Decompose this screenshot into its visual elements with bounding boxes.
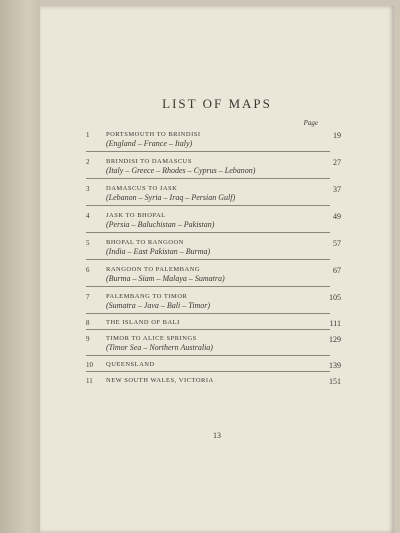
entry-page: 139	[329, 361, 341, 370]
entry-page: 49	[333, 212, 341, 221]
entry-route: TIMOR TO ALICE SPRINGS	[106, 335, 197, 342]
entry-page: 151	[329, 377, 341, 386]
entry-page: 37	[333, 185, 341, 194]
entry-number: 8	[86, 319, 90, 327]
divider	[86, 329, 330, 330]
entry-page: 19	[333, 131, 341, 140]
divider	[86, 178, 330, 179]
entry-route: THE ISLAND OF BALI	[106, 319, 180, 326]
divider	[86, 355, 330, 356]
entry-countries: (Timor Sea – Northern Australia)	[106, 343, 213, 352]
entry-route: NEW SOUTH WALES, VICTORIA	[106, 377, 214, 384]
entry-countries: (India – East Pakistan – Burma)	[106, 247, 211, 256]
entry-page: 27	[333, 158, 341, 167]
entry-number: 1	[86, 131, 90, 139]
entry-route: JASK TO BHOPAL	[106, 212, 166, 219]
entry-number: 5	[86, 239, 90, 247]
entry-number: 9	[86, 335, 90, 343]
page-column-label: Page	[303, 119, 318, 127]
book-page	[40, 6, 394, 533]
entry-page: 57	[333, 239, 341, 248]
entry-page: 111	[329, 319, 341, 328]
entry-page: 129	[329, 335, 341, 344]
entry-countries: (Italy – Greece – Rhodes – Cyprus – Lebanon)	[106, 166, 256, 175]
divider	[86, 259, 330, 260]
entry-countries: (Burma – Siam – Malaya – Sumatra)	[106, 274, 225, 283]
entry-number: 7	[86, 293, 90, 301]
entry-countries: (Lebanon – Syria – Iraq – Persian Gulf)	[106, 193, 236, 202]
divider	[86, 371, 330, 372]
entry-number: 11	[86, 377, 93, 385]
page-number: 13	[213, 431, 221, 440]
entry-countries: (Sumatra – Java – Bali – Timor)	[106, 301, 210, 310]
entry-countries: (Persia – Baluchistan – Pakistan)	[106, 220, 215, 229]
entry-number: 6	[86, 266, 90, 274]
divider	[86, 313, 330, 314]
entry-route: PORTSMOUTH TO BRINDISI	[106, 131, 201, 138]
entry-countries: (England – France – Italy)	[106, 139, 193, 148]
entry-page: 67	[333, 266, 341, 275]
divider	[86, 205, 330, 206]
entry-route: BHOPAL TO RANGOON	[106, 239, 184, 246]
divider	[86, 151, 330, 152]
entry-route: BRINDISI TO DAMASCUS	[106, 158, 192, 165]
page-title: LIST OF MAPS	[162, 96, 272, 111]
entry-number: 3	[86, 185, 90, 193]
entry-page: 105	[329, 293, 341, 302]
entry-number: 10	[86, 361, 93, 369]
book-gutter	[0, 0, 40, 533]
entry-route: QUEENSLAND	[106, 361, 155, 368]
entry-route: PALEMBANG TO TIMOR	[106, 293, 188, 300]
entry-number: 2	[86, 158, 90, 166]
divider	[86, 286, 330, 287]
divider	[86, 232, 330, 233]
entry-number: 4	[86, 212, 90, 220]
entry-route: DAMASCUS TO JASK	[106, 185, 178, 192]
entry-route: RANGOON TO PALEMBANG	[106, 266, 201, 273]
